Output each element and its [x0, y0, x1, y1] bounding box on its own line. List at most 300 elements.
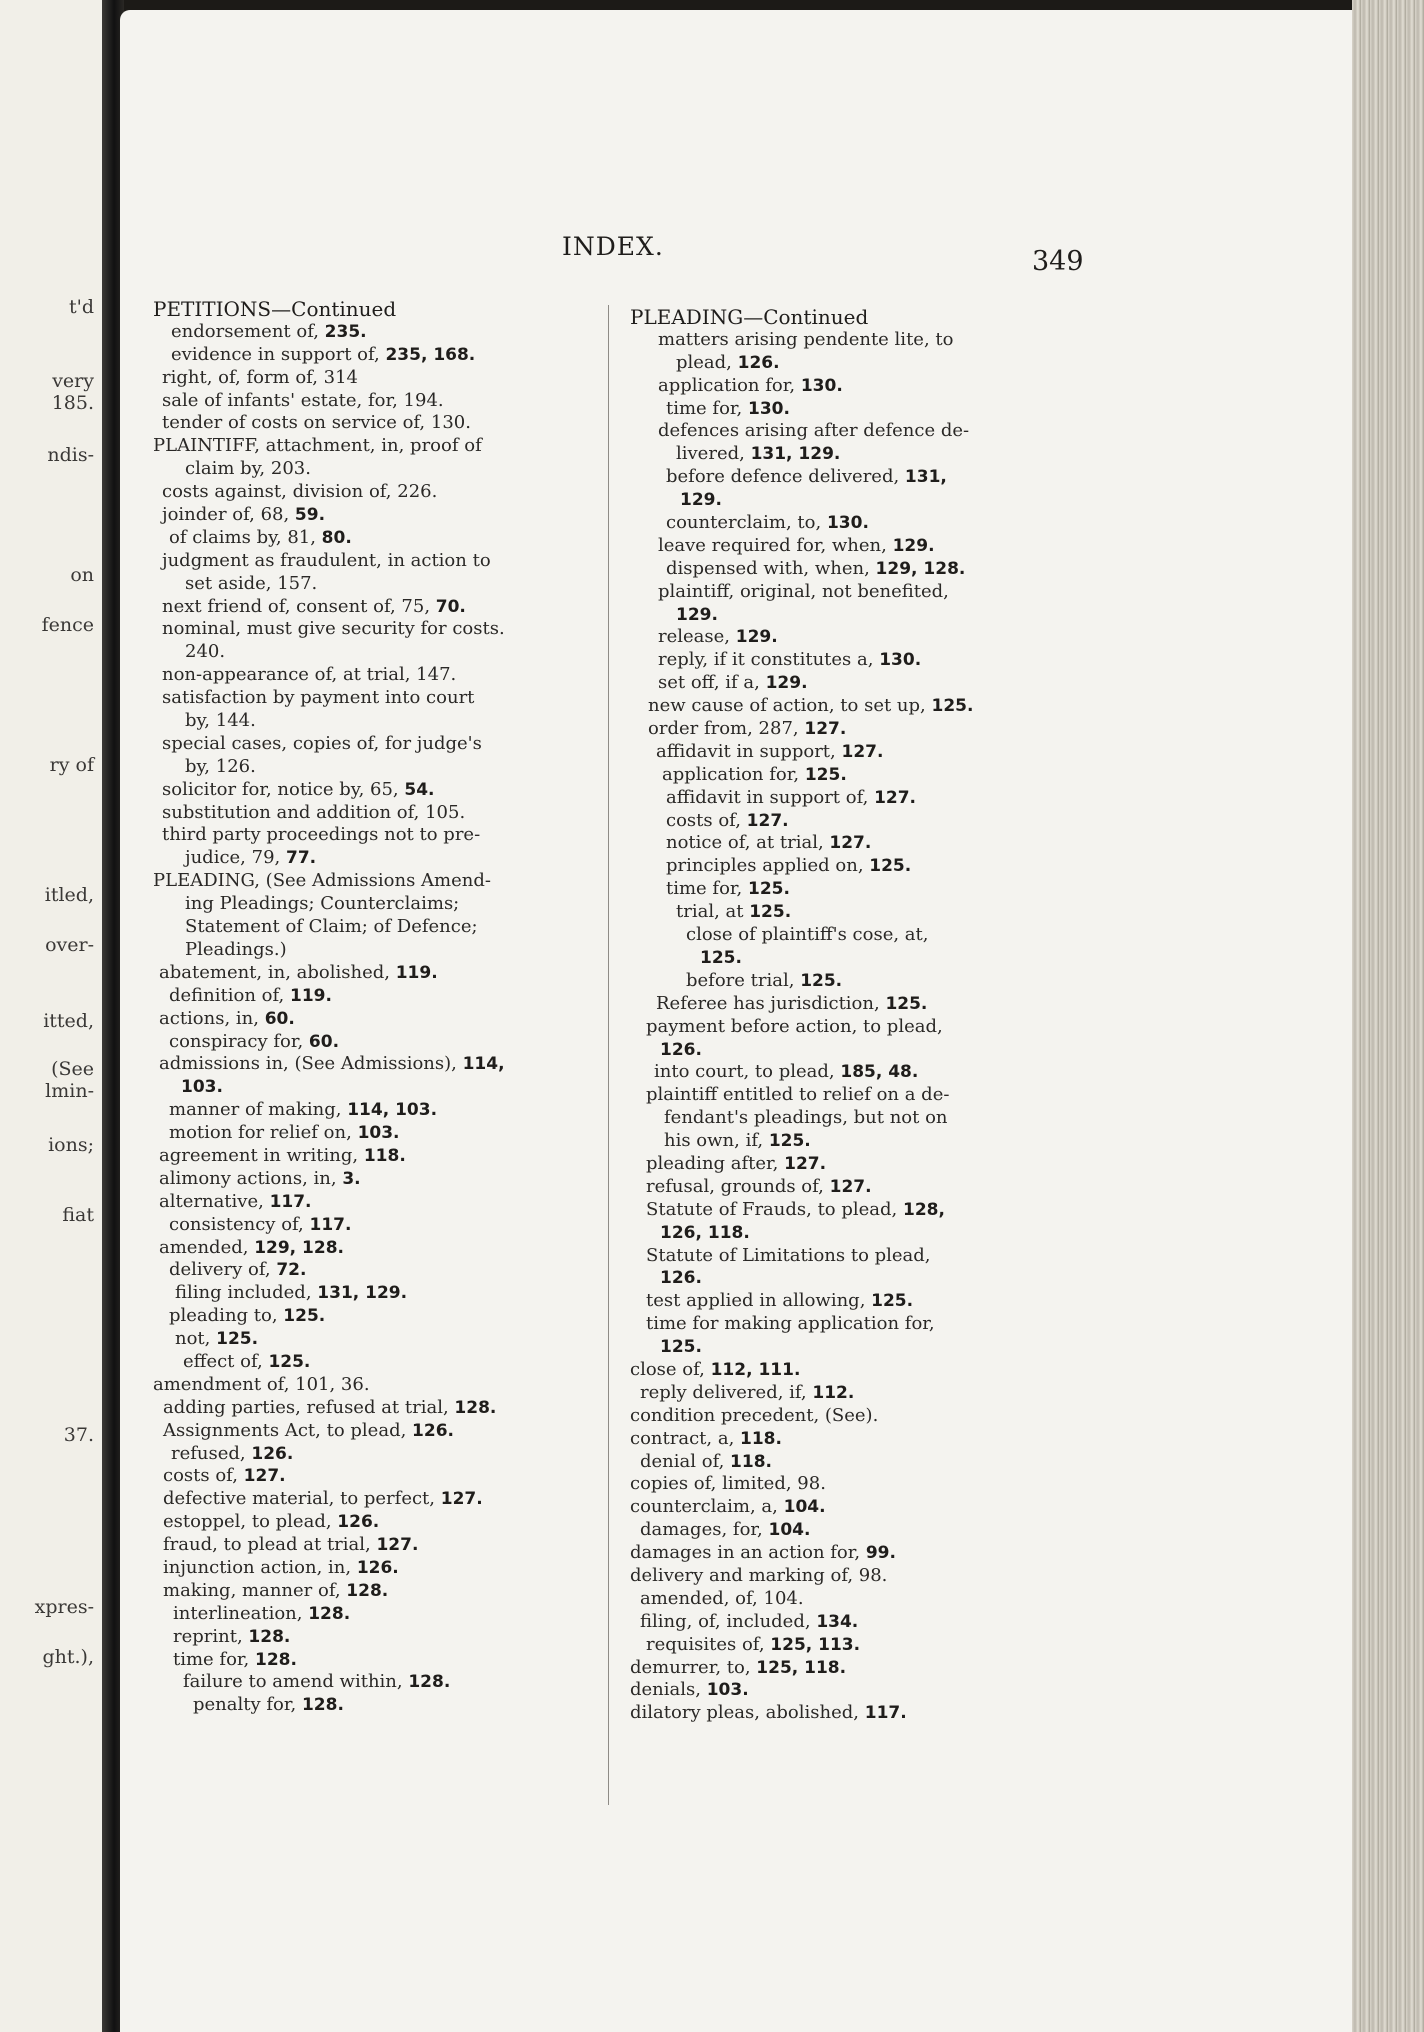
- entry-text: sale of infants' estate, for, 194.: [162, 389, 444, 411]
- entry-text: leave required for, when,: [658, 534, 893, 556]
- index-entry: [630, 718, 1070, 741]
- entry-text: abatement, in, abolished,: [159, 961, 396, 983]
- index-entry: [153, 1145, 593, 1168]
- entry-page-ref: 104.: [783, 1497, 826, 1518]
- entry-text: by, 144.: [185, 710, 256, 732]
- entry-text: amendment of, 101, 36.: [153, 1373, 370, 1395]
- entry-text: nominal, must give security for costs.: [162, 618, 505, 640]
- entry-text: counterclaim, a,: [630, 1496, 784, 1518]
- previous-page-fragment: over-: [45, 934, 94, 956]
- entry-text: 240.: [185, 641, 226, 663]
- entry-text: substitution and addition of, 105.: [162, 801, 466, 823]
- entry-text: interlineation,: [173, 1602, 309, 1624]
- index-entry: [630, 1611, 1070, 1634]
- index-entry: [630, 443, 1070, 466]
- entry-text: alimony actions, in,: [159, 1167, 343, 1189]
- index-entry: [630, 901, 1070, 924]
- entry-text: claim by, 203.: [185, 458, 311, 480]
- index-entry: [153, 1122, 593, 1145]
- entry-page-ref: 119.: [395, 962, 438, 983]
- entry-text: tender of costs on service of, 130.: [162, 412, 471, 434]
- entry-page-ref: 72.: [276, 1260, 307, 1281]
- entry-page-ref: 128.: [308, 1603, 351, 1624]
- entry-page-ref: 114,: [462, 1054, 505, 1075]
- entry-text: into court, to plead,: [654, 1061, 841, 1083]
- entry-text: reprint,: [173, 1625, 249, 1647]
- entry-text: damages in an action for,: [630, 1542, 866, 1564]
- index-entry: [153, 1488, 593, 1511]
- entry-text: dispensed with, when,: [666, 557, 876, 579]
- entry-text: ing Pleadings; Counterclaims;: [185, 893, 460, 915]
- index-entry: [153, 435, 593, 458]
- entry-text: motion for relief on,: [169, 1122, 358, 1144]
- previous-page-fragment: lmin-: [45, 1080, 94, 1102]
- entry-page-ref: 103.: [357, 1123, 400, 1144]
- index-entry: [153, 367, 593, 390]
- index-entry: [153, 412, 593, 435]
- index-entry: [630, 1451, 1070, 1474]
- index-entry: [630, 306, 1070, 329]
- entry-page-ref: 54.: [404, 779, 435, 800]
- index-entry: [153, 893, 593, 916]
- entry-text: livered,: [676, 443, 751, 465]
- index-column-right: [630, 306, 1070, 1725]
- index-entry: [153, 1328, 593, 1351]
- entry-text: pleading to,: [169, 1305, 284, 1327]
- entry-text: not,: [175, 1328, 217, 1350]
- index-entry: [153, 481, 593, 504]
- entry-text: delivery of,: [169, 1259, 277, 1281]
- previous-page-fragment: on: [70, 564, 94, 586]
- entry-page-ref: 114, 103.: [347, 1100, 438, 1121]
- entry-text: close of,: [630, 1358, 711, 1380]
- entry-page-ref: 112, 111.: [710, 1359, 801, 1380]
- previous-page-fragment: 37.: [63, 1424, 94, 1446]
- entry-page-ref: 131, 129.: [750, 444, 841, 465]
- entry-text: delivery and marking of, 98.: [630, 1564, 888, 1586]
- index-entry: [153, 847, 593, 870]
- entry-page-ref: 125.: [748, 879, 790, 900]
- entry-page-ref: 126.: [660, 1039, 702, 1060]
- index-entry: [630, 466, 1070, 489]
- entry-page-ref: 130.: [748, 398, 790, 419]
- index-entry: [630, 764, 1070, 787]
- entry-text: right, of, form of, 314: [162, 366, 359, 388]
- entry-page-ref: 131, 129.: [317, 1283, 408, 1304]
- entry-text: plaintiff entitled to relief on a de-: [646, 1084, 950, 1106]
- entry-text: application for,: [658, 374, 801, 396]
- index-entry: [630, 1519, 1070, 1542]
- entry-page-ref: 134.: [816, 1611, 859, 1632]
- index-entry: [153, 1191, 593, 1214]
- index-entry: [630, 1382, 1070, 1405]
- entry-text: plead,: [676, 351, 738, 373]
- entry-page-ref: 128.: [255, 1649, 297, 1670]
- entry-text: set aside, 157.: [185, 572, 318, 594]
- entry-page-ref: 127.: [804, 719, 847, 740]
- previous-page-fragment: itled,: [44, 884, 94, 906]
- entry-page-ref: 117.: [269, 1191, 312, 1212]
- index-entry: [630, 947, 1070, 970]
- entry-text: consistency of,: [169, 1213, 310, 1235]
- entry-text: denials,: [630, 1679, 707, 1701]
- entry-page-ref: 60.: [308, 1031, 340, 1052]
- entry-page-ref: 117.: [864, 1703, 907, 1724]
- index-entry: [630, 1496, 1070, 1519]
- entry-page-ref: 117.: [309, 1214, 352, 1235]
- previous-page-fragment: itted,: [43, 1010, 94, 1032]
- index-entry: [630, 993, 1070, 1016]
- entry-text: endorsement of,: [171, 320, 325, 342]
- index-entry: [630, 810, 1070, 833]
- entry-text: copies of, limited, 98.: [630, 1473, 826, 1495]
- entry-text: fraud, to plead at trial,: [163, 1534, 377, 1556]
- index-entry: [630, 1634, 1070, 1657]
- entry-page-ref: 60.: [264, 1008, 295, 1029]
- entry-page-ref: 235, 168.: [385, 344, 476, 365]
- entry-page-ref: 125.: [749, 902, 792, 923]
- index-entry: [630, 1130, 1070, 1153]
- entry-text: special cases, copies of, for judge's: [162, 732, 482, 754]
- index-entry: [153, 1580, 593, 1603]
- index-entry: [153, 1168, 593, 1191]
- index-entry: [630, 1039, 1070, 1062]
- index-entry: [630, 1473, 1070, 1496]
- entry-page-ref: 128.: [301, 1695, 344, 1716]
- index-entry: [153, 1603, 593, 1626]
- entry-page-ref: 127.: [243, 1466, 286, 1487]
- entry-page-ref: 129, 128.: [254, 1237, 344, 1258]
- entry-page-ref: 129.: [765, 673, 808, 694]
- entry-text: reply delivered, if,: [640, 1381, 813, 1403]
- entry-text: definition of,: [169, 984, 290, 1006]
- entry-text: amended,: [159, 1236, 255, 1258]
- index-entry: [630, 787, 1070, 810]
- entry-page-ref: 80.: [321, 527, 352, 548]
- index-entry: [630, 604, 1070, 627]
- entry-text: set off, if a,: [658, 672, 766, 694]
- index-entry: [153, 1557, 593, 1580]
- entry-text: admissions in, (See Admissions),: [159, 1053, 463, 1075]
- previous-page-fragment: t'd: [68, 296, 94, 318]
- entry-page-ref: 125.: [869, 856, 912, 877]
- column-divider: [608, 305, 609, 1805]
- index-entry: [630, 398, 1070, 421]
- index-entry: [630, 581, 1070, 604]
- index-entry: [630, 1336, 1070, 1359]
- index-entry: [153, 1305, 593, 1328]
- entry-text: conspiracy for,: [169, 1030, 309, 1052]
- entry-page-ref: 126, 118.: [660, 1222, 750, 1243]
- entry-text: contract, a,: [630, 1427, 741, 1449]
- index-entry: [153, 344, 593, 367]
- entry-text: fendant's pleadings, but not on: [664, 1107, 948, 1129]
- index-entry: [153, 916, 593, 939]
- index-entry: [153, 298, 593, 321]
- index-entry: [630, 1290, 1070, 1313]
- index-entry: [153, 527, 593, 550]
- entry-page-ref: 131,: [904, 467, 947, 488]
- entry-text: matters arising pendente lite, to: [658, 328, 954, 350]
- entry-text: PLAINTIFF, attachment, in, proof of: [153, 435, 482, 457]
- index-entry: [153, 1031, 593, 1054]
- entry-page-ref: 125.: [804, 764, 847, 785]
- entry-page-ref: 130.: [879, 650, 922, 671]
- index-entry: [630, 1702, 1070, 1725]
- previous-page-fragment: ry of: [49, 754, 94, 776]
- index-entry: [153, 573, 593, 596]
- entry-text: third party proceedings not to pre-: [162, 824, 481, 846]
- index-entry: [630, 1176, 1070, 1199]
- entry-text: notice of, at trial,: [666, 832, 830, 854]
- entry-text: time for,: [666, 878, 749, 900]
- index-entry: [630, 420, 1070, 443]
- entry-text: non-appearance of, at trial, 147.: [162, 664, 457, 686]
- entry-text: judgment as fraudulent, in action to: [162, 549, 491, 571]
- entry-text: Statute of Limitations to plead,: [646, 1244, 931, 1266]
- entry-page-ref: 118.: [363, 1145, 406, 1166]
- entry-text: Statute of Frauds, to plead,: [646, 1198, 903, 1220]
- entry-page-ref: 125.: [931, 696, 974, 717]
- entry-text: PLEADING, (See Admissions Amend-: [153, 870, 491, 892]
- entry-page-ref: 129.: [735, 627, 778, 648]
- index-entry: [153, 1099, 593, 1122]
- index-entry: [153, 1214, 593, 1237]
- entry-text: new cause of action, to set up,: [648, 695, 932, 717]
- index-entry: [153, 1282, 593, 1305]
- index-entry: [630, 352, 1070, 375]
- index-entry: [153, 1626, 593, 1649]
- entry-text: Pleadings.): [185, 938, 287, 960]
- index-entry: [630, 1405, 1070, 1428]
- index-entry: [630, 512, 1070, 535]
- entry-page-ref: 125.: [268, 1351, 311, 1372]
- entry-page-ref: 185, 48.: [840, 1062, 919, 1083]
- entry-text: amended, of, 104.: [640, 1587, 804, 1609]
- entry-page-ref: 118.: [740, 1428, 782, 1449]
- entry-text: condition precedent, (See).: [630, 1404, 879, 1426]
- entry-text: effect of,: [183, 1350, 269, 1372]
- index-entry: [153, 1076, 593, 1099]
- entry-text: costs against, division of, 226.: [162, 481, 438, 503]
- entry-page-ref: 127.: [829, 1176, 872, 1197]
- entry-text: defences arising after defence de-: [658, 420, 970, 442]
- index-entry: [630, 626, 1070, 649]
- index-entry: [630, 558, 1070, 581]
- index-entry: [630, 970, 1070, 993]
- index-entry: [153, 1351, 593, 1374]
- entry-page-ref: 127.: [841, 741, 884, 762]
- entry-text: estoppel, to plead,: [163, 1511, 338, 1533]
- entry-page-ref: 126.: [337, 1512, 380, 1533]
- index-entry: [153, 962, 593, 985]
- index-entry: [630, 1267, 1070, 1290]
- entry-page-ref: 99.: [865, 1543, 896, 1564]
- index-entry: [630, 649, 1070, 672]
- index-entry: [630, 832, 1070, 855]
- entry-text: reply, if it constitutes a,: [658, 649, 880, 671]
- entry-text: trial, at: [676, 901, 750, 923]
- entry-text: costs of,: [666, 809, 747, 831]
- entry-page-ref: 130.: [800, 375, 843, 396]
- entry-page-ref: 103.: [706, 1680, 749, 1701]
- entry-page-ref: 235.: [324, 321, 367, 342]
- index-entry: [630, 1061, 1070, 1084]
- entry-text: Statement of Claim; of Defence;: [185, 916, 478, 938]
- entry-page-ref: 129, 128.: [875, 558, 966, 579]
- index-entry: [153, 1443, 593, 1466]
- entry-page-ref: 126.: [356, 1557, 399, 1578]
- previous-page-fragment: (See: [51, 1058, 94, 1080]
- index-column-left: [153, 298, 593, 1717]
- entry-text: penalty for,: [193, 1694, 302, 1716]
- index-entry: [153, 756, 593, 779]
- index-entry: [630, 1245, 1070, 1268]
- entry-text: affidavit in support of,: [666, 786, 875, 808]
- entry-page-ref: 129.: [676, 604, 718, 625]
- previous-page-fragment: ndis-: [47, 444, 94, 466]
- index-entry: [153, 687, 593, 710]
- index-entry: [153, 710, 593, 733]
- index-entry: [630, 1679, 1070, 1702]
- entry-text: PLEADING—Continued: [630, 305, 869, 329]
- index-entry: [630, 695, 1070, 718]
- page-title: INDEX.: [562, 232, 664, 261]
- entry-page-ref: 77.: [285, 848, 317, 869]
- index-entry: [153, 802, 593, 825]
- entry-text: alternative,: [159, 1190, 270, 1212]
- entry-page-ref: 129.: [892, 535, 935, 556]
- index-entry: [153, 1008, 593, 1031]
- entry-text: requisites of,: [646, 1633, 771, 1655]
- index-entry: [153, 1694, 593, 1717]
- entry-text: actions, in,: [159, 1007, 265, 1029]
- index-entry: [153, 1259, 593, 1282]
- index-entry: [630, 924, 1070, 947]
- entry-text: close of plaintiff's cose, at,: [686, 924, 929, 946]
- entry-page-ref: 127.: [874, 787, 917, 808]
- entry-page-ref: 128.: [248, 1626, 291, 1647]
- index-entry: [630, 1542, 1070, 1565]
- entry-text: damages, for,: [640, 1519, 769, 1541]
- page-number: 349: [1032, 246, 1084, 277]
- index-entry: [153, 1374, 593, 1397]
- entry-page-ref: 128.: [408, 1672, 451, 1693]
- entry-text: before trial,: [686, 969, 801, 991]
- index-entry: [630, 1222, 1070, 1245]
- entry-page-ref: 104.: [768, 1520, 811, 1541]
- index-entry: [153, 390, 593, 413]
- entry-text: release,: [658, 626, 736, 648]
- entry-page-ref: 112.: [812, 1382, 855, 1403]
- index-entry: [630, 329, 1070, 352]
- entry-page-ref: 127.: [784, 1153, 827, 1174]
- previous-page-edge: [0, 0, 108, 2032]
- entry-text: test applied in allowing,: [646, 1290, 872, 1312]
- index-entry: [630, 1016, 1070, 1039]
- index-entry: [630, 375, 1070, 398]
- previous-page-fragment: xpres-: [34, 1596, 94, 1618]
- index-entry: [153, 779, 593, 802]
- entry-text: time for,: [666, 397, 749, 419]
- index-entry: [153, 1465, 593, 1488]
- entry-page-ref: 125, 113.: [770, 1634, 861, 1655]
- index-entry: [630, 855, 1070, 878]
- index-entry: [630, 1084, 1070, 1107]
- index-entry: [153, 1237, 593, 1260]
- index-entry: [630, 1657, 1070, 1680]
- index-entry: [630, 1588, 1070, 1611]
- entry-page-ref: 59.: [294, 505, 326, 526]
- index-entry: [630, 1359, 1070, 1382]
- entry-page-ref: 125.: [800, 970, 843, 991]
- entry-text: evidence in support of,: [171, 343, 386, 365]
- index-entry: [630, 1199, 1070, 1222]
- index-entry: [153, 870, 593, 893]
- entry-text: application for,: [662, 763, 805, 785]
- index-entry: [153, 664, 593, 687]
- entry-page-ref: 129.: [680, 490, 722, 511]
- index-entry: [630, 1153, 1070, 1176]
- index-entry: [153, 504, 593, 527]
- previous-page-fragment: ions;: [48, 1134, 94, 1156]
- entry-page-ref: 128.: [454, 1397, 497, 1418]
- entry-text: satisfaction by payment into court: [162, 687, 475, 709]
- entry-text: solicitor for, notice by, 65,: [162, 778, 405, 800]
- page-stack-edge: [1352, 0, 1424, 2032]
- entry-page-ref: 126.: [737, 352, 780, 373]
- entry-text: plaintiff, original, not benefited,: [658, 580, 949, 602]
- index-entry: [153, 1511, 593, 1534]
- index-entry: [630, 1565, 1070, 1588]
- index-entry: [630, 672, 1070, 695]
- entry-text: injunction action, in,: [163, 1556, 357, 1578]
- entry-page-ref: 70.: [435, 596, 466, 617]
- entry-text: denial of,: [640, 1450, 731, 1472]
- entry-text: PETITIONS—Continued: [153, 297, 397, 321]
- entry-text: joinder of, 68,: [162, 504, 295, 526]
- index-entry: [153, 1397, 593, 1420]
- entry-text: next friend of, consent of, 75,: [162, 595, 436, 617]
- entry-text: costs of,: [163, 1465, 244, 1487]
- entry-page-ref: 127.: [829, 833, 872, 854]
- index-entry: [153, 596, 593, 619]
- index-entry: [153, 458, 593, 481]
- index-entry: [153, 550, 593, 573]
- entry-page-ref: 119.: [289, 985, 332, 1006]
- entry-text: failure to amend within,: [183, 1671, 409, 1693]
- entry-text: principles applied on,: [666, 855, 870, 877]
- index-entry: [630, 741, 1070, 764]
- entry-text: order from, 287,: [648, 718, 805, 740]
- entry-text: making, manner of,: [163, 1579, 347, 1601]
- entry-text: filing included,: [175, 1282, 318, 1304]
- entry-page-ref: 127.: [376, 1535, 419, 1556]
- entry-text: by, 126.: [185, 755, 256, 777]
- index-entry: [153, 1534, 593, 1557]
- entry-page-ref: 103.: [181, 1077, 223, 1098]
- entry-text: filing, of, included,: [640, 1610, 817, 1632]
- index-entry: [153, 1671, 593, 1694]
- entry-page-ref: 125, 118.: [756, 1657, 847, 1678]
- index-entry: [630, 878, 1070, 901]
- index-entry: [153, 733, 593, 756]
- entry-page-ref: 128.: [346, 1580, 389, 1601]
- entry-page-ref: 126.: [660, 1268, 702, 1289]
- index-entry: [153, 1053, 593, 1076]
- entry-text: judice, 79,: [185, 847, 286, 869]
- entry-text: payment before action, to plead,: [646, 1015, 943, 1037]
